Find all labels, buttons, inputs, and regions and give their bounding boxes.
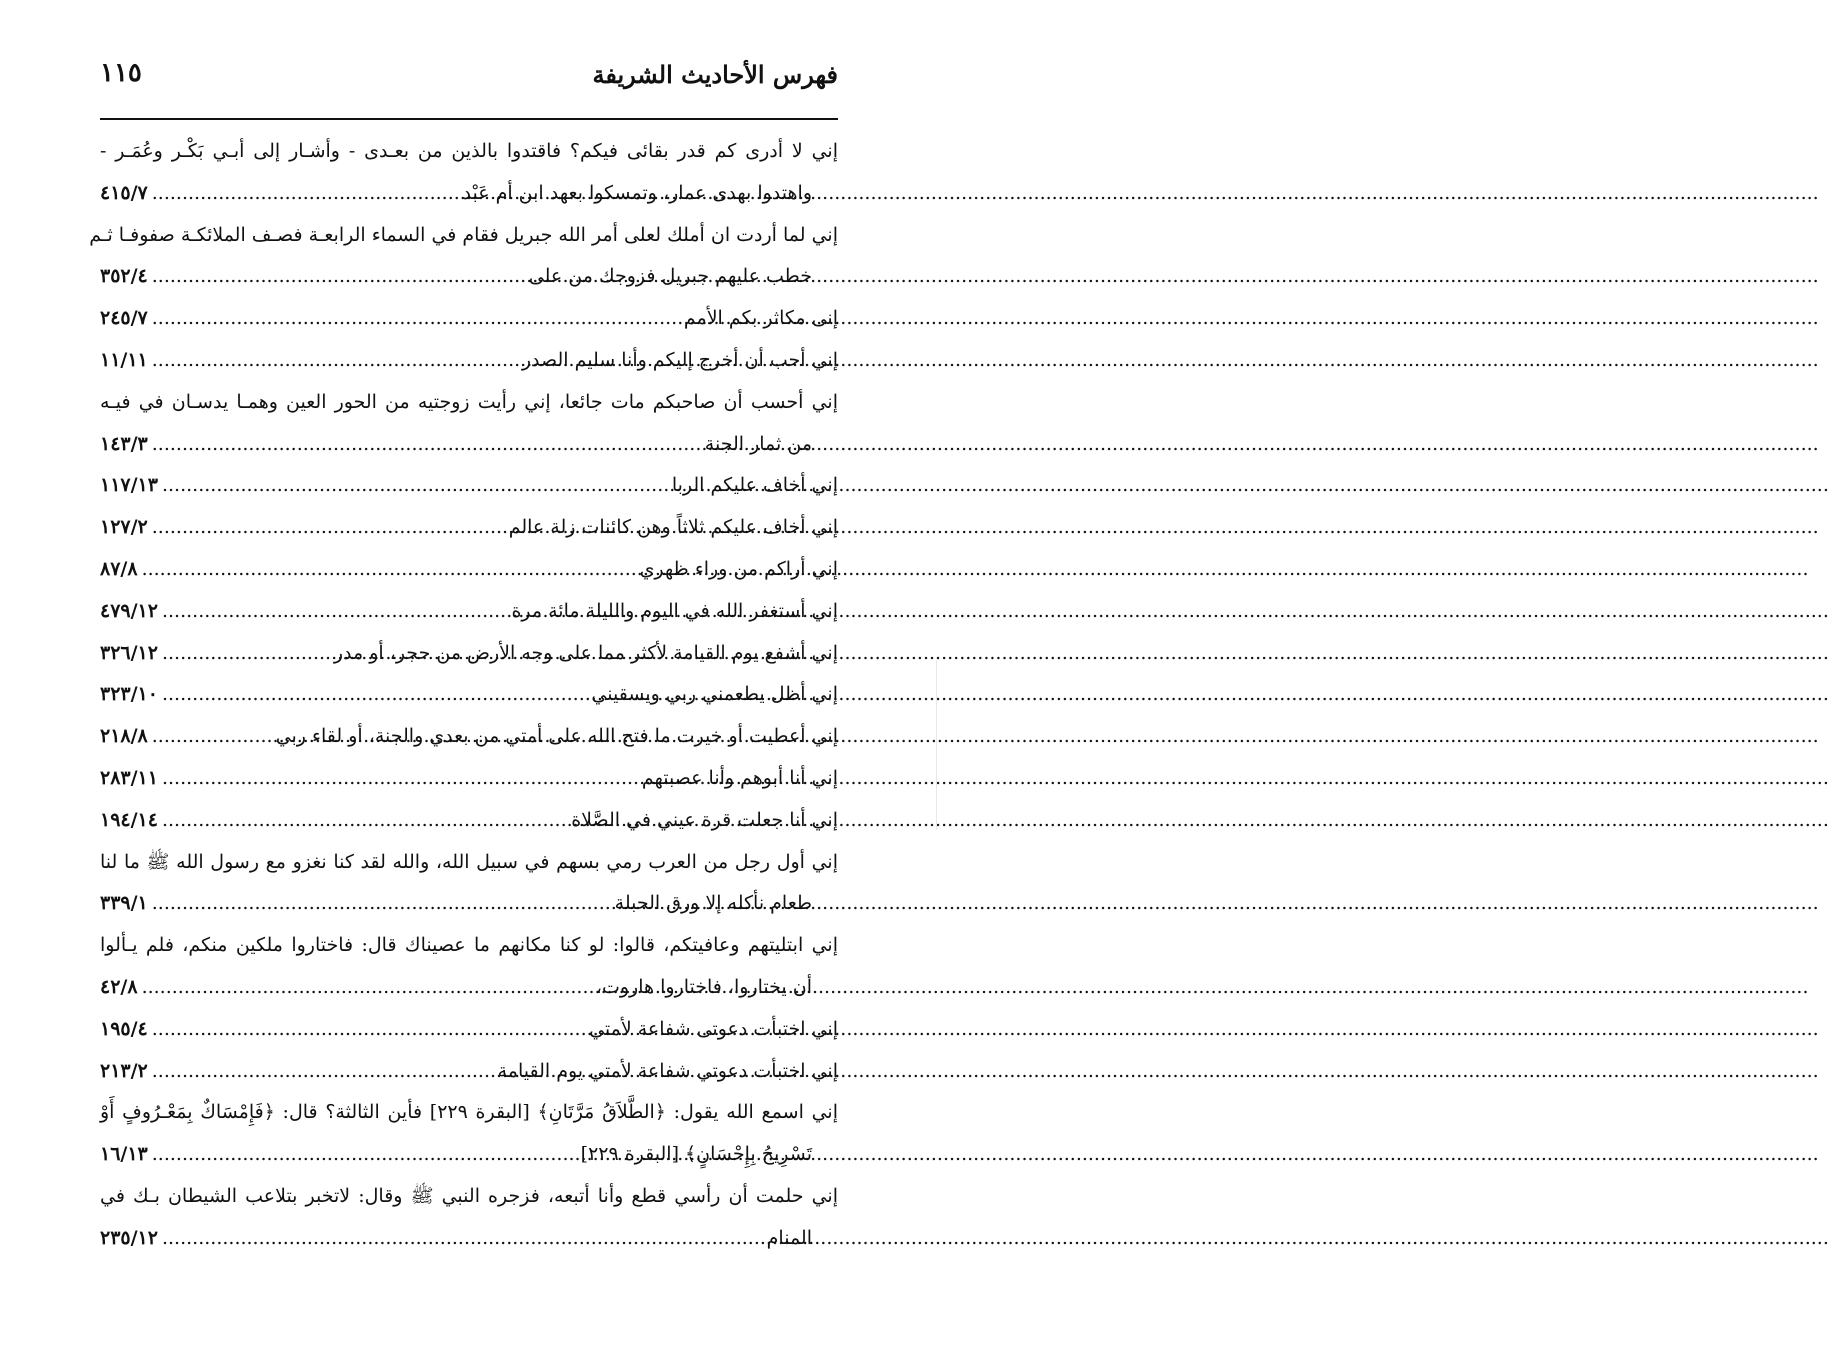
volume-page-reference: ٤٧٩/١٢ xyxy=(100,599,158,622)
entry-reference-line xyxy=(100,758,838,800)
entry-reference-line xyxy=(100,465,838,507)
dot-leader xyxy=(152,1009,585,1051)
dot-leader xyxy=(162,1218,763,1260)
index-entry xyxy=(100,465,838,507)
entry-text: المنام xyxy=(766,1226,812,1249)
entry-text-line: إني أول رجل من العرب رمي بسهم في سبيل الله، والله لقد كنا نغزو مع رسول الله ﷺ ما لنا xyxy=(100,850,838,873)
entry-text: إني أشفع يوم القيامة لأكثر مما على وجه الأرض من حجر، أو مدر xyxy=(333,641,838,664)
entry-text: إني أخاف عليكم ثلاثاً وهن كائنات زلة عالم xyxy=(508,516,838,539)
dot-leader xyxy=(162,758,638,800)
page-header xyxy=(100,52,838,100)
dot-leader xyxy=(152,173,459,215)
entry-text: خطب عليهم جبريل فزوجك من على xyxy=(528,265,812,288)
dot-leader xyxy=(152,256,525,298)
entry-text: إني أنا جعلت قرة عيني في الصَّلاة xyxy=(571,808,838,831)
volume-page-reference: ١١/١١ xyxy=(100,348,148,371)
entry-reference-line xyxy=(100,800,838,842)
volume-page-reference: ٣٣٩/١ xyxy=(100,892,148,915)
entry-text-line: إني لما أردت ان أملك لعلى أمر الله جبريل فقام في السماء الرابعـة فصـف الملائكـة صفوفـا ثـم xyxy=(89,223,838,246)
volume-page-reference: ٣٥٢/٤ xyxy=(100,265,148,288)
index-entry xyxy=(100,758,838,800)
index-entry xyxy=(100,633,838,675)
index-entry xyxy=(100,716,838,758)
entry-reference-line xyxy=(100,967,838,1009)
entry-reference-line xyxy=(100,883,838,925)
entry-text-line: إني لا أدرى كم قدر بقائى فيكم؟ فاقتدوا بالذين من بعـدى - وأشـار إلى أبـي بَكْـر وعُمَـر - xyxy=(100,140,838,162)
index-entry xyxy=(100,800,838,842)
volume-page-reference: ١٩٥/٤ xyxy=(100,1017,148,1040)
entry-text-line: إني اسمع الله يقول: ﴿الطَّلاَقُ مَرَّتَانِ﴾ [البقرة ٢٢٩] فأين الثالثة؟ قال: ﴿فَإِمْسَاكٌ بِمَعْـرُوفٍ أَوْ xyxy=(100,1101,838,1124)
volume-page-reference: ٢١٨/٨ xyxy=(100,725,148,748)
index-entry xyxy=(100,925,838,1009)
entry-reference-line xyxy=(100,674,838,716)
entry-text-line: إني أحسب أن صاحبكم مات جائعا، إني رأيت زوجتيه من الحور العين وهمـا يدسـان في فيـه xyxy=(100,390,838,413)
index-entry xyxy=(100,1051,838,1093)
page-number: ١١٥ xyxy=(100,58,142,88)
dot-leader xyxy=(152,424,701,466)
entry-reference-line xyxy=(100,507,838,549)
index-entry xyxy=(89,215,838,299)
hadith-index-list xyxy=(89,131,838,1260)
entry-text: واهتدوا بهدى عمار، وتمسكوا بعهد ابن أم عَبْد xyxy=(462,181,812,204)
volume-page-reference: ١٤٣/٣ xyxy=(100,432,148,455)
volume-page-reference: ٣٢٦/١٢ xyxy=(100,641,158,664)
entry-text: إني اختبأت دعوتي شفاعة لأمتي يوم القيامة xyxy=(497,1059,838,1082)
index-entry xyxy=(100,1092,838,1176)
entry-reference-line xyxy=(100,173,838,215)
dot-leader xyxy=(152,1134,577,1176)
entry-reference-line xyxy=(100,1218,838,1260)
dot-leader xyxy=(162,465,668,507)
volume-page-reference: ٣٢٣/١٠ xyxy=(100,683,158,706)
dot-leader xyxy=(142,549,636,591)
volume-page-reference: ٢٣٥/١٢ xyxy=(100,1226,158,1249)
dot-leader xyxy=(152,340,518,382)
index-entry xyxy=(100,131,838,215)
entry-text-line: إني حلمت أن رأسي قطع وأنا أتبعه، فزجره النبي ﷺ وقال: لاتخبر بتلاعب الشيطان بـك في xyxy=(100,1184,838,1207)
dot-leader xyxy=(152,507,505,549)
entry-reference-line xyxy=(100,340,838,382)
volume-page-reference: ٢٨٣/١١ xyxy=(100,766,158,789)
volume-page-reference: ١١٧/١٣ xyxy=(100,474,158,497)
entry-reference-line xyxy=(100,256,838,298)
index-entry xyxy=(100,340,838,382)
entry-reference-line xyxy=(100,1009,838,1051)
dot-leader xyxy=(152,716,272,758)
entry-text: إني أحب أن أخرج إليكم وأنا سليم الصدر xyxy=(521,348,838,371)
header-rule xyxy=(100,118,838,120)
entry-text: إني أعطيت أو خيرت ما فتح الله على أمتي من بعدي والجنة، أو لقاء ربي xyxy=(275,725,838,748)
index-entry xyxy=(100,1176,838,1260)
entry-text: إني أستغفر الله في اليوم والليلة مائة مرة xyxy=(511,599,838,622)
dot-leader xyxy=(162,800,567,842)
index-entry xyxy=(100,1009,838,1051)
dot-leader xyxy=(162,591,508,633)
entry-text: إني اختبأت دعوتى شفاعة لأمتي xyxy=(589,1017,838,1040)
entry-text: إني أظل يطعمني ربي ويسقيني xyxy=(591,683,838,706)
volume-page-reference: ٤٢/٨ xyxy=(100,975,138,998)
entry-reference-line xyxy=(100,591,838,633)
index-entry xyxy=(100,382,838,466)
entry-text: طعام نأكله إلا ورق الحبلة xyxy=(614,892,812,915)
entry-reference-line xyxy=(100,298,838,340)
entry-text: تَسْرِيحُ بِإِحْسَانٍ﴾ [البقرة ٢٢٩] xyxy=(580,1143,812,1166)
index-entry xyxy=(100,549,838,591)
entry-reference-line xyxy=(100,1134,838,1176)
scan-margin-mark xyxy=(936,660,937,830)
dot-leader xyxy=(142,967,592,1009)
dot-leader xyxy=(162,674,587,716)
volume-page-reference: ١٢٧/٢ xyxy=(100,516,148,539)
index-entry xyxy=(100,507,838,549)
entry-reference-line xyxy=(100,424,838,466)
volume-page-reference: ٢٤٥/٧ xyxy=(100,307,148,330)
dot-leader xyxy=(152,883,611,925)
entry-text: إنى مكاثر بكم الأمم xyxy=(683,307,838,330)
dot-leader xyxy=(152,298,680,340)
volume-page-reference: ١٦/١٣ xyxy=(100,1143,148,1166)
volume-page-reference: ١٩٤/١٤ xyxy=(100,808,158,831)
entry-text: إني أراكم من وراء ظهري xyxy=(639,557,838,580)
index-entry xyxy=(100,842,838,926)
entry-text: أن يختاروا، فاختاروا هاروت، xyxy=(595,975,812,998)
index-entry xyxy=(100,298,838,340)
entry-text-line: إني ابتليتهم وعافيتكم، قالوا: لو كنا مكانهم ما عصيناك قال: فاختاروا ملكين منكم، فلم يـألوا xyxy=(100,934,838,957)
volume-page-reference: ٢١٣/٢ xyxy=(100,1059,148,1082)
index-entry xyxy=(100,674,838,716)
volume-page-reference: ٨٧/٨ xyxy=(100,557,138,580)
entry-text: من ثمار الجنة xyxy=(704,432,812,455)
volume-page-reference: ٤١٥/٧ xyxy=(100,181,148,204)
dot-leader xyxy=(162,633,330,675)
entry-text: إني أنا أبوهم وأنا عصبتهم xyxy=(641,766,838,789)
entry-reference-line xyxy=(100,633,838,675)
index-entry xyxy=(100,591,838,633)
entry-reference-line xyxy=(100,549,838,591)
dot-leader xyxy=(152,1051,494,1093)
entry-text: إني أخاف عليكم الربا xyxy=(671,474,838,497)
entry-reference-line xyxy=(100,716,838,758)
header-title: فهرس الأحاديث الشريفة xyxy=(592,60,838,89)
entry-reference-line xyxy=(100,1051,838,1093)
